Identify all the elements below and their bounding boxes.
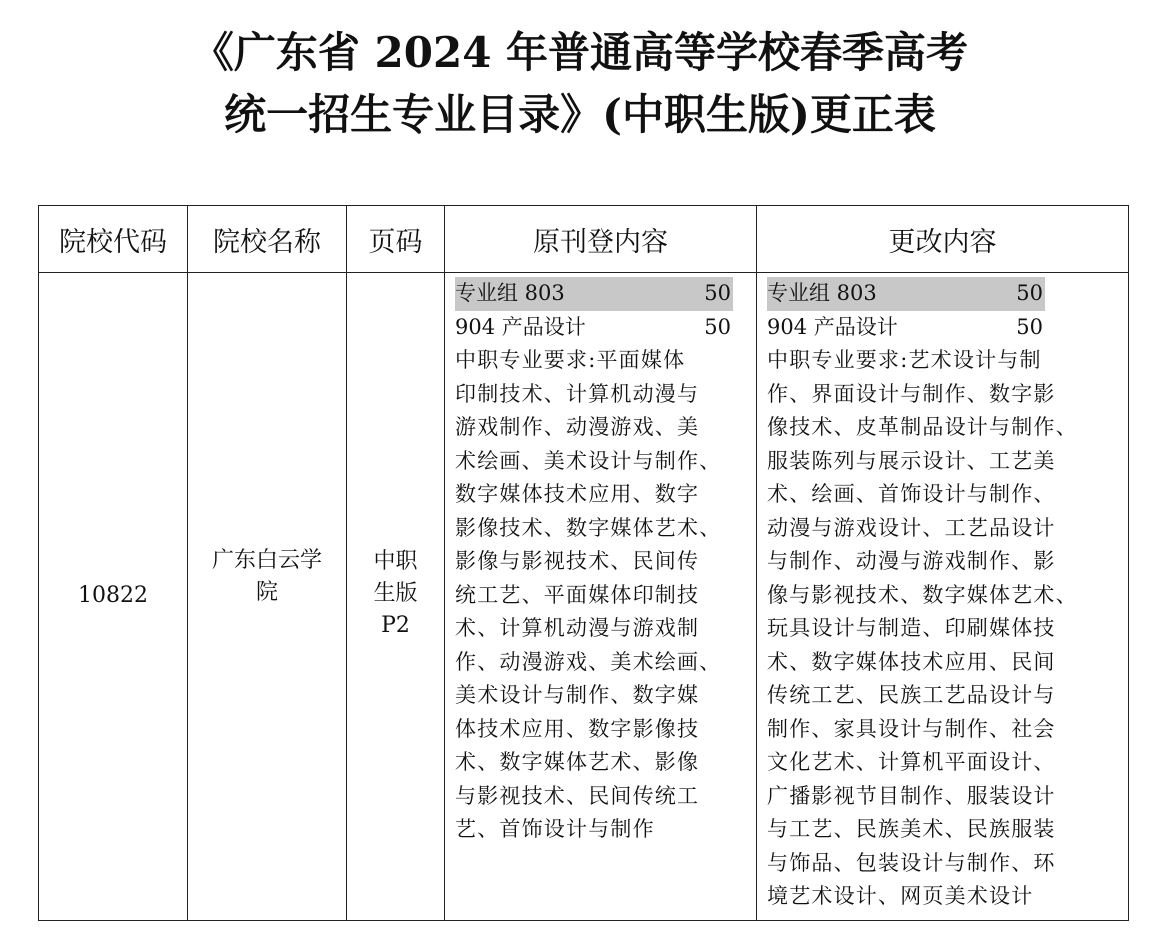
- updated-req-line: 传统工艺、民族工艺品设计与: [767, 683, 1056, 707]
- original-req-line: 中职专业要求:平面媒体: [455, 348, 686, 372]
- updated-group-count: 50: [1016, 281, 1043, 305]
- updated-req-line: 术、绘画、首饰设计与制作、: [767, 482, 1056, 506]
- updated-req-line: 动漫与游戏设计、工艺品设计: [767, 515, 1056, 540]
- updated-req-line: 与工艺、民族美术、民族服装: [767, 817, 1056, 841]
- updated-content-cell: [757, 273, 1129, 921]
- school-name-line-2: 院: [255, 580, 278, 606]
- school-name-cell: [188, 273, 347, 921]
- updated-req-line: 服装陈列与展示设计、工艺美: [767, 448, 1056, 473]
- original-major-line: [455, 311, 731, 345]
- original-group-label: 专业组 803: [455, 281, 565, 305]
- original-content-cell: [445, 273, 757, 921]
- original-req-line: 影像与影视技术、民间传: [455, 549, 700, 573]
- updated-req-line: 作、界面设计与制作、数字影: [767, 381, 1056, 406]
- updated-req-line: 制作、家具设计与制作、社会: [767, 716, 1056, 741]
- original-req-line: 作、动漫游戏、美术绘画、: [455, 649, 722, 674]
- updated-req-line: 境艺术设计、网页美术设计: [767, 884, 1034, 908]
- original-req-line: 影像技术、数字媒体艺术、: [455, 515, 722, 540]
- page-cell: [347, 273, 445, 921]
- original-req-line: 美术设计与制作、数字媒: [455, 683, 700, 707]
- school-code-cell: [39, 273, 188, 921]
- updated-req-line: 中职专业要求:艺术设计与制: [767, 348, 1042, 372]
- original-req-line: 术、计算机动漫与游戏制: [455, 616, 700, 640]
- original-req-line: 与影视技术、民间传统工: [455, 783, 700, 808]
- header-page: 页码: [347, 206, 445, 273]
- original-req-line: 体技术应用、数字影像技: [455, 716, 700, 741]
- page-line-1: 中职: [373, 549, 418, 575]
- original-requirements: [455, 344, 748, 847]
- updated-major-line: [767, 311, 1043, 345]
- original-group-count: 50: [704, 281, 731, 305]
- header-original-content: 原刊登内容: [445, 206, 757, 273]
- original-req-line: 游戏制作、动漫游戏、美: [455, 415, 700, 439]
- updated-req-line: 与饰品、包装设计与制作、环: [767, 850, 1056, 875]
- updated-major-label: 904 产品设计: [767, 314, 898, 339]
- document-title: [0, 22, 1160, 146]
- header-updated-content: 更改内容: [757, 206, 1129, 273]
- updated-req-line: 与制作、动漫与游戏制作、影: [767, 549, 1056, 573]
- original-req-line: 术绘画、美术设计与制作、: [455, 448, 722, 473]
- updated-req-line: 广播影视节目制作、服装设计: [767, 783, 1056, 808]
- updated-group-line: [767, 277, 1045, 311]
- original-major-count: 50: [704, 314, 731, 339]
- correction-table: [38, 205, 1129, 921]
- updated-req-line: 像与影视技术、数字媒体艺术、: [767, 582, 1078, 607]
- original-req-line: 统工艺、平面媒体印制技: [455, 582, 700, 607]
- original-req-line: 印制技术、计算机动漫与: [455, 381, 700, 406]
- school-code: 10822: [78, 583, 148, 609]
- header-school-name: 院校名称: [188, 206, 347, 273]
- updated-req-line: 像技术、皮革制品设计与制作、: [767, 415, 1078, 439]
- title-line-2: 统一招生专业目录》(中职生版)更正表: [224, 90, 936, 139]
- updated-major-count: 50: [1016, 314, 1043, 339]
- original-group-line: [455, 277, 733, 311]
- header-row: [39, 206, 1129, 273]
- original-req-line: 数字媒体技术应用、数字: [455, 482, 700, 506]
- page-line-2: 生版: [373, 581, 418, 607]
- updated-group-label: 专业组 803: [767, 281, 877, 305]
- updated-req-line: 术、数字媒体技术应用、民间: [767, 649, 1056, 674]
- table-row: [39, 273, 1129, 921]
- original-req-line: 艺、首饰设计与制作: [455, 817, 655, 841]
- header-school-code: 院校代码: [39, 206, 188, 273]
- updated-req-line: 玩具设计与制造、印刷媒体技: [767, 616, 1056, 640]
- updated-req-line: 文化艺术、计算机平面设计、: [767, 750, 1056, 774]
- school-name-line-1: 广东白云学: [211, 548, 322, 574]
- original-major-label: 904 产品设计: [455, 314, 586, 339]
- title-line-1: 《广东省 2024 年普通高等学校春季高考: [191, 28, 969, 77]
- page-line-3: P2: [381, 613, 410, 639]
- original-req-line: 术、数字媒体艺术、影像: [455, 750, 700, 774]
- updated-requirements: [767, 344, 1120, 914]
